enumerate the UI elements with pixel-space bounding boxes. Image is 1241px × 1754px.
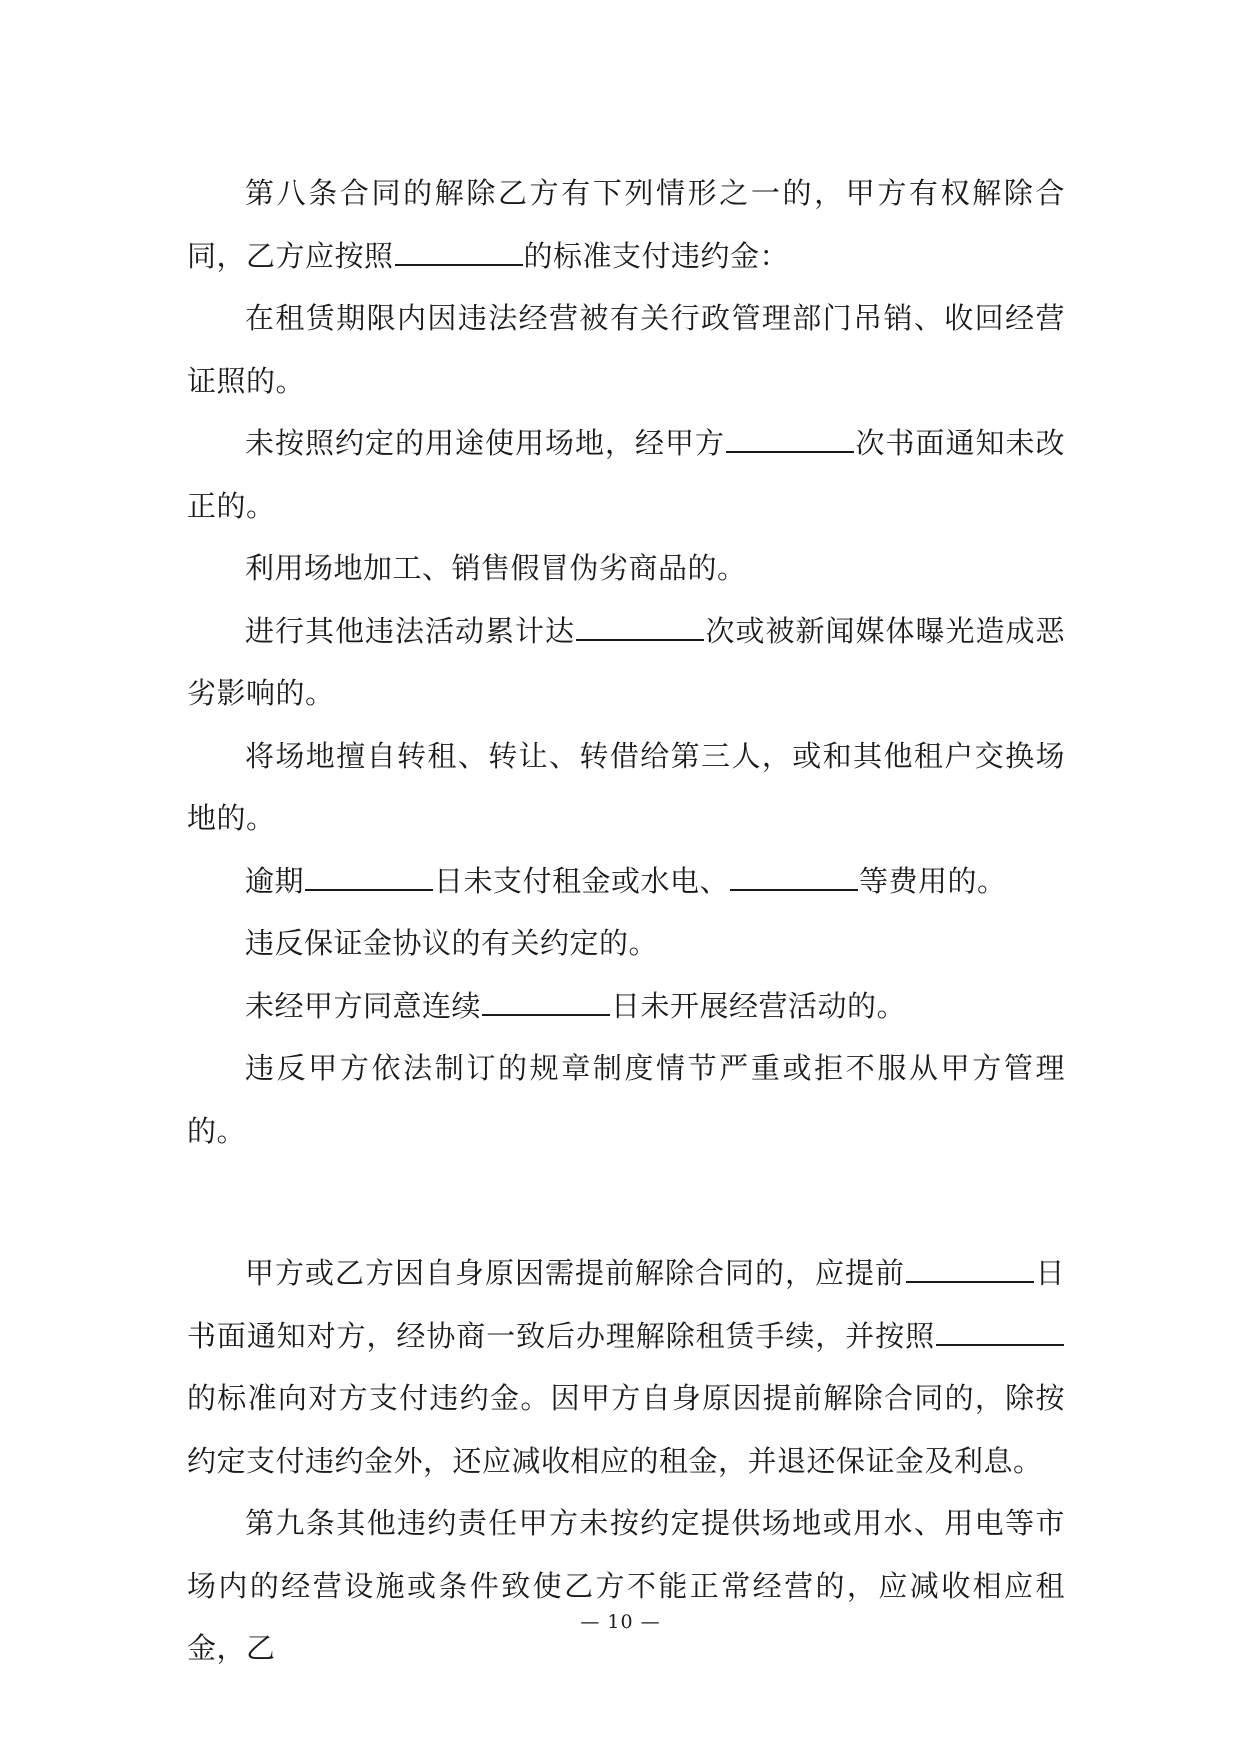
page-number: — 10 —	[580, 1611, 661, 1633]
paragraph-termination-clause	[187, 162, 1065, 287]
fill-in-blank[interactable]	[726, 429, 854, 453]
text-segment: 的标准支付违约金：	[523, 238, 790, 273]
fill-in-blank[interactable]	[906, 1259, 1034, 1283]
text-segment: 在租赁期限内因违法经营被有关行政管理部门吊销、收回经营证照的。	[187, 301, 1065, 398]
paragraph-item	[187, 975, 1065, 1038]
text-segment: 违反甲方依法制订的规章制度情节严重或拒不服从甲方管理的。	[187, 1051, 1065, 1148]
text-segment: 等费用的。	[859, 863, 1007, 898]
text-segment: 违反保证金协议的有关约定的。	[245, 926, 659, 960]
paragraph-item	[187, 412, 1065, 537]
text-segment: 第九条其他违约责任甲方未按约定提供场地或用水、用电等市场内的经营设施或条件致使乙方不能正常经营的，应减收相应租金，乙	[187, 1506, 1065, 1665]
text-segment: 次书面通知未改正的。	[187, 426, 1065, 523]
paragraph-item	[187, 912, 1065, 975]
document-body	[187, 162, 1065, 1680]
paragraph-item	[187, 850, 1065, 913]
section-spacer	[187, 1162, 1065, 1242]
text-segment: 的标准向对方支付违约金。因甲方自身原因提前解除合同的，除按约定支付违约金外，还应减收相应的租金，并退还保证金及利息。	[187, 1381, 1065, 1478]
paragraph-item	[187, 1037, 1065, 1162]
text-segment: 第八条合同的解除乙方有下列情形之一的，甲方有权解除合同，乙方应按照	[187, 176, 1065, 273]
paragraph-early-termination	[187, 1242, 1065, 1492]
text-segment: 日未支付租金或水电、	[434, 863, 730, 898]
text-segment: 进行其他违法活动累计达	[245, 613, 575, 648]
fill-in-blank[interactable]	[395, 242, 523, 266]
paragraph-item	[187, 600, 1065, 725]
text-segment: 甲方或乙方因自身原因需提前解除合同的，应提前	[245, 1256, 905, 1290]
text-segment: 将场地擅自转租、转让、转借给第三人，或和其他租户交换场地的。	[187, 738, 1065, 835]
text-segment: 利用场地加工、销售假冒伪劣商品的。	[245, 551, 747, 585]
fill-in-blank[interactable]	[576, 617, 704, 641]
text-segment: 未经甲方同意连续	[245, 988, 482, 1023]
fill-in-blank[interactable]	[730, 867, 858, 891]
fill-in-blank[interactable]	[936, 1322, 1064, 1346]
fill-in-blank[interactable]	[305, 867, 433, 891]
paragraph-item	[187, 287, 1065, 412]
text-segment: 未按照约定的用途使用场地，经甲方	[245, 426, 725, 460]
text-segment: 日书面通知对方，经协商一致后办理解除租赁手续，并按照	[187, 1256, 1065, 1353]
paragraph-item	[187, 725, 1065, 850]
text-segment: 逾期	[245, 863, 305, 898]
text-segment: 次或被新闻媒体曝光造成恶劣影响的。	[187, 613, 1065, 710]
fill-in-blank[interactable]	[482, 992, 610, 1016]
paragraph-item	[187, 537, 1065, 600]
paragraph-other-liability	[187, 1492, 1065, 1680]
text-segment: 日未开展经营活动的。	[611, 988, 907, 1023]
